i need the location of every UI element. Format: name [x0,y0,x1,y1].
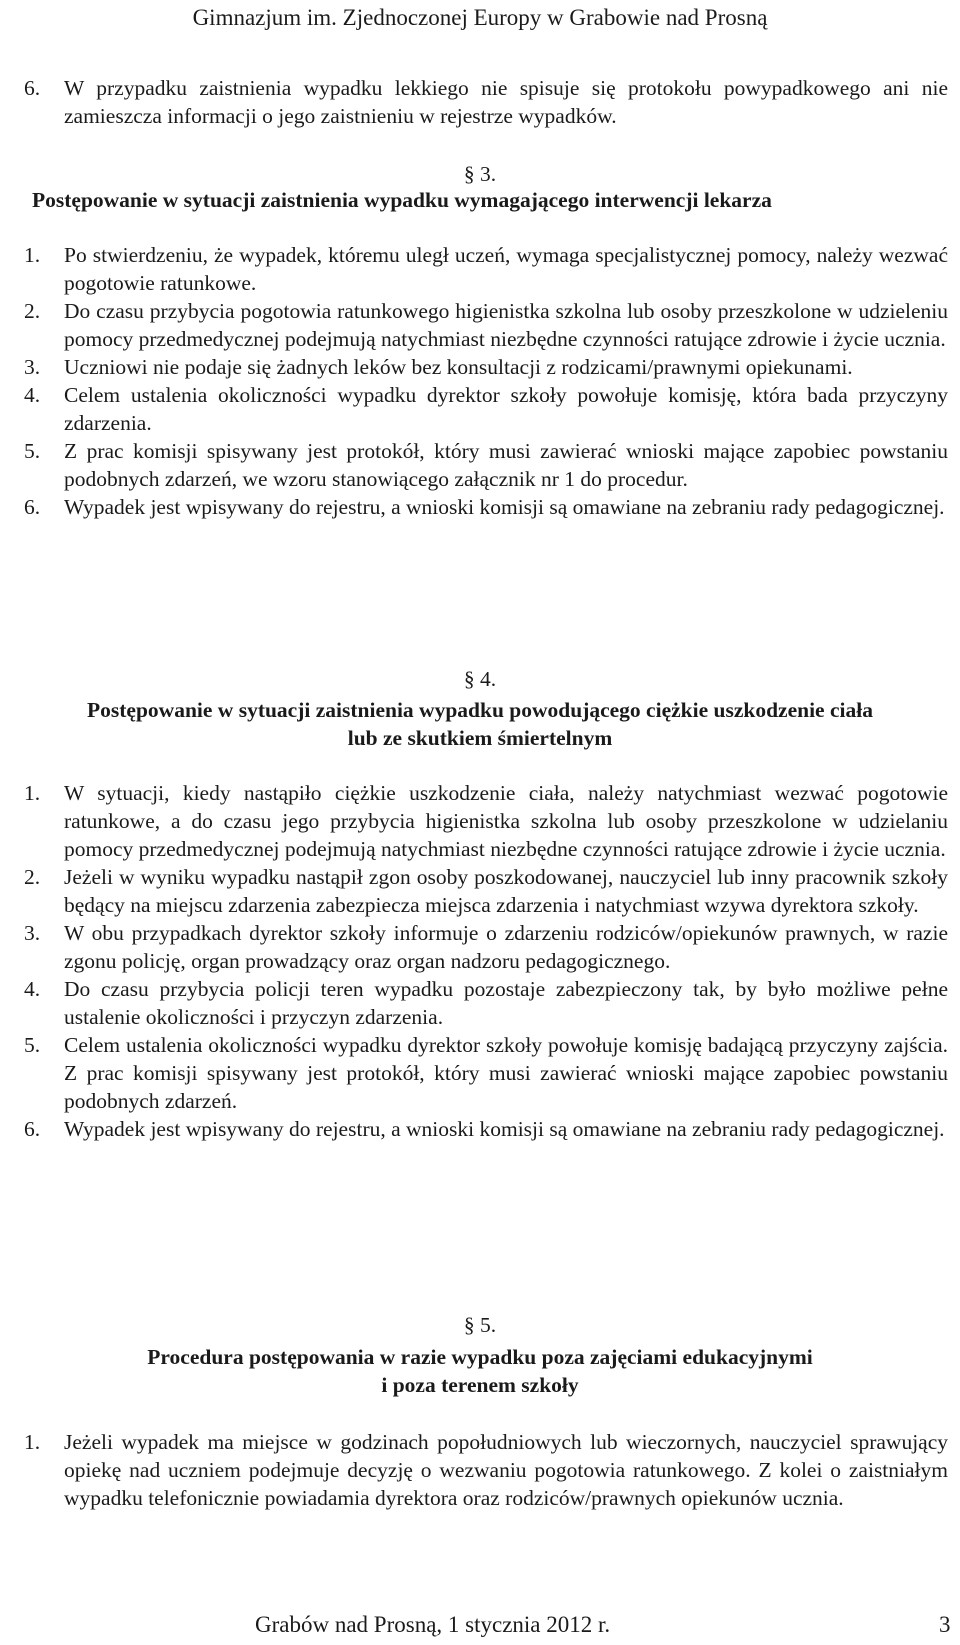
list-item [24,297,948,353]
list-item [24,919,948,975]
section-4-title-line-2: lub ze skutkiem śmiertelnym [347,726,613,750]
item-text: Z prac komisji spisywany jest protokół, który musi zawierać wnioski mające zapobiec powstaniu podobnych zdarzeń, we wzoru stanowiącego załącznik nr 1 do procedur. [64,439,948,491]
item-text: Do czasu przybycia pogotowia ratunkowego higienistka szkolna lub osoby przeszkolone w udzieleniu pomocy przedmedycznej podejmują natychmiast niezbędne czynności ratujące zdrowie i życie ucznia. [64,299,948,351]
section-3-title: Postępowanie w sytuacji zaistnienia wypadku wymagającego interwencji lekarza [32,188,772,212]
item-number: 2. [24,299,41,323]
section-5-list [24,1428,948,1512]
item-number: 6. [24,1117,41,1141]
item-number: 1. [24,781,41,805]
section-3-number: § 3. [463,162,497,186]
item-number: 3. [24,921,41,945]
item-text: Jeżeli wypadek ma miejsce w godzinach popołudniowych lub wieczornych, nauczyciel sprawujący opiekę nad uczniem podejmuje decyzję o wezwaniu pogotowia ratunkowego. Z kolei o zaistniałym wypadku telefonicznie powiadamia dyrektora oraz rodziców/prawnych opiekunów ucznia. [64,1430,948,1510]
item-text: Wypadek jest wpisywany do rejestru, a wnioski komisji są omawiane na zebraniu rady pedagogicznej. [64,1117,945,1141]
item-number: 2. [24,865,41,889]
section-5-number: § 5. [463,1313,497,1337]
section-4-title-line-1: Postępowanie w sytuacji zaistnienia wypadku powodującego ciężkie uszkodzenie ciała [87,698,873,722]
list-item [24,437,948,493]
list-item [24,1428,948,1512]
section-5-title-line-2: i poza terenem szkoły [381,1373,579,1397]
item-number: 4. [24,383,41,407]
list-item [24,241,948,297]
list-item [24,381,948,437]
item-number: 1. [24,243,41,267]
page-number: 3 [939,1612,951,1637]
item-number: 3. [24,355,41,379]
list-top [24,74,948,130]
item-text: Do czasu przybycia policji teren wypadku pozostaje zabezpieczony tak, by było możliwe pełne ustalenie okoliczności i przyczyn zdarzenia. [64,977,948,1029]
item-text: Uczniowi nie podaje się żadnych leków bez konsultacji z rodzicami/prawnymi opiekunami. [64,355,853,379]
page-header: Gimnazjum im. Zjednoczonej Europy w Grabowie nad Prosną [192,5,768,30]
item-text: Celem ustalenia okoliczności wypadku dyrektor szkoły powołuje komisję badającą przyczyny zajścia. Z prac komisji spisywany jest protokół, który musi zawierać wnioski mające zapobiec powstaniu podobnych zdarzeń. [64,1033,948,1113]
item-text: Celem ustalenia okoliczności wypadku dyrektor szkoły powołuje komisję, która bada przyczyny zdarzenia. [64,383,948,435]
item-number: 1. [24,1430,41,1454]
item-number: 6. [24,76,41,100]
footer-place-date: Grabów nad Prosną, 1 stycznia 2012 r. [255,1612,611,1637]
item-number: 5. [24,1033,41,1057]
item-text: W przypadku zaistnienia wypadku lekkiego nie spisuje się protokołu powypadkowego ani nie zamieszcza informacji o jego zaistnieniu w rejestrze wypadków. [64,76,948,128]
list-item [24,74,948,130]
list-item [24,1031,948,1115]
section-4-number: § 4. [463,667,497,691]
item-text: Jeżeli w wyniku wypadku nastąpił zgon osoby poszkodowanej, nauczyciel lub inny pracownik szkoły będący na miejscu zdarzenia zabezpiecza miejsca zdarzenia i natychmiast wzywa dyrektora szkoły. [64,865,948,917]
section-3-list [24,241,948,521]
item-number: 6. [24,495,41,519]
item-text: W obu przypadkach dyrektor szkoły informuje o zdarzeniu rodziców/opiekunów prawnych, w razie zgonu policję, organ prowadzący oraz organ nadzoru pedagogicznego. [64,921,948,973]
list-item [24,779,948,863]
item-text: Po stwierdzeniu, że wypadek, któremu uległ uczeń, wymaga specjalistycznej pomocy, należy wezwać pogotowie ratunkowe. [64,243,948,295]
list-item [24,975,948,1031]
list-item [24,863,948,919]
section-5-title-line-1: Procedura postępowania w razie wypadku poza zajęciami edukacyjnymi [147,1345,813,1369]
item-number: 5. [24,439,41,463]
list-item [24,493,948,521]
list-item [24,1115,948,1143]
section-4-list [24,779,948,1143]
list-item [24,353,948,381]
item-text: Wypadek jest wpisywany do rejestru, a wnioski komisji są omawiane na zebraniu rady pedagogicznej. [64,495,945,519]
item-text: W sytuacji, kiedy nastąpiło ciężkie uszkodzenie ciała, należy natychmiast wezwać pogotowie ratunkowe, a do czasu jego przybycia higienistka szkolna lub osoby przeszkolone w udzielaniu pomocy przedmedycznej podejmują natychmiast niezbędne czynności ratujące zdrowie i życie ucznia. [64,781,948,861]
item-number: 4. [24,977,41,1001]
